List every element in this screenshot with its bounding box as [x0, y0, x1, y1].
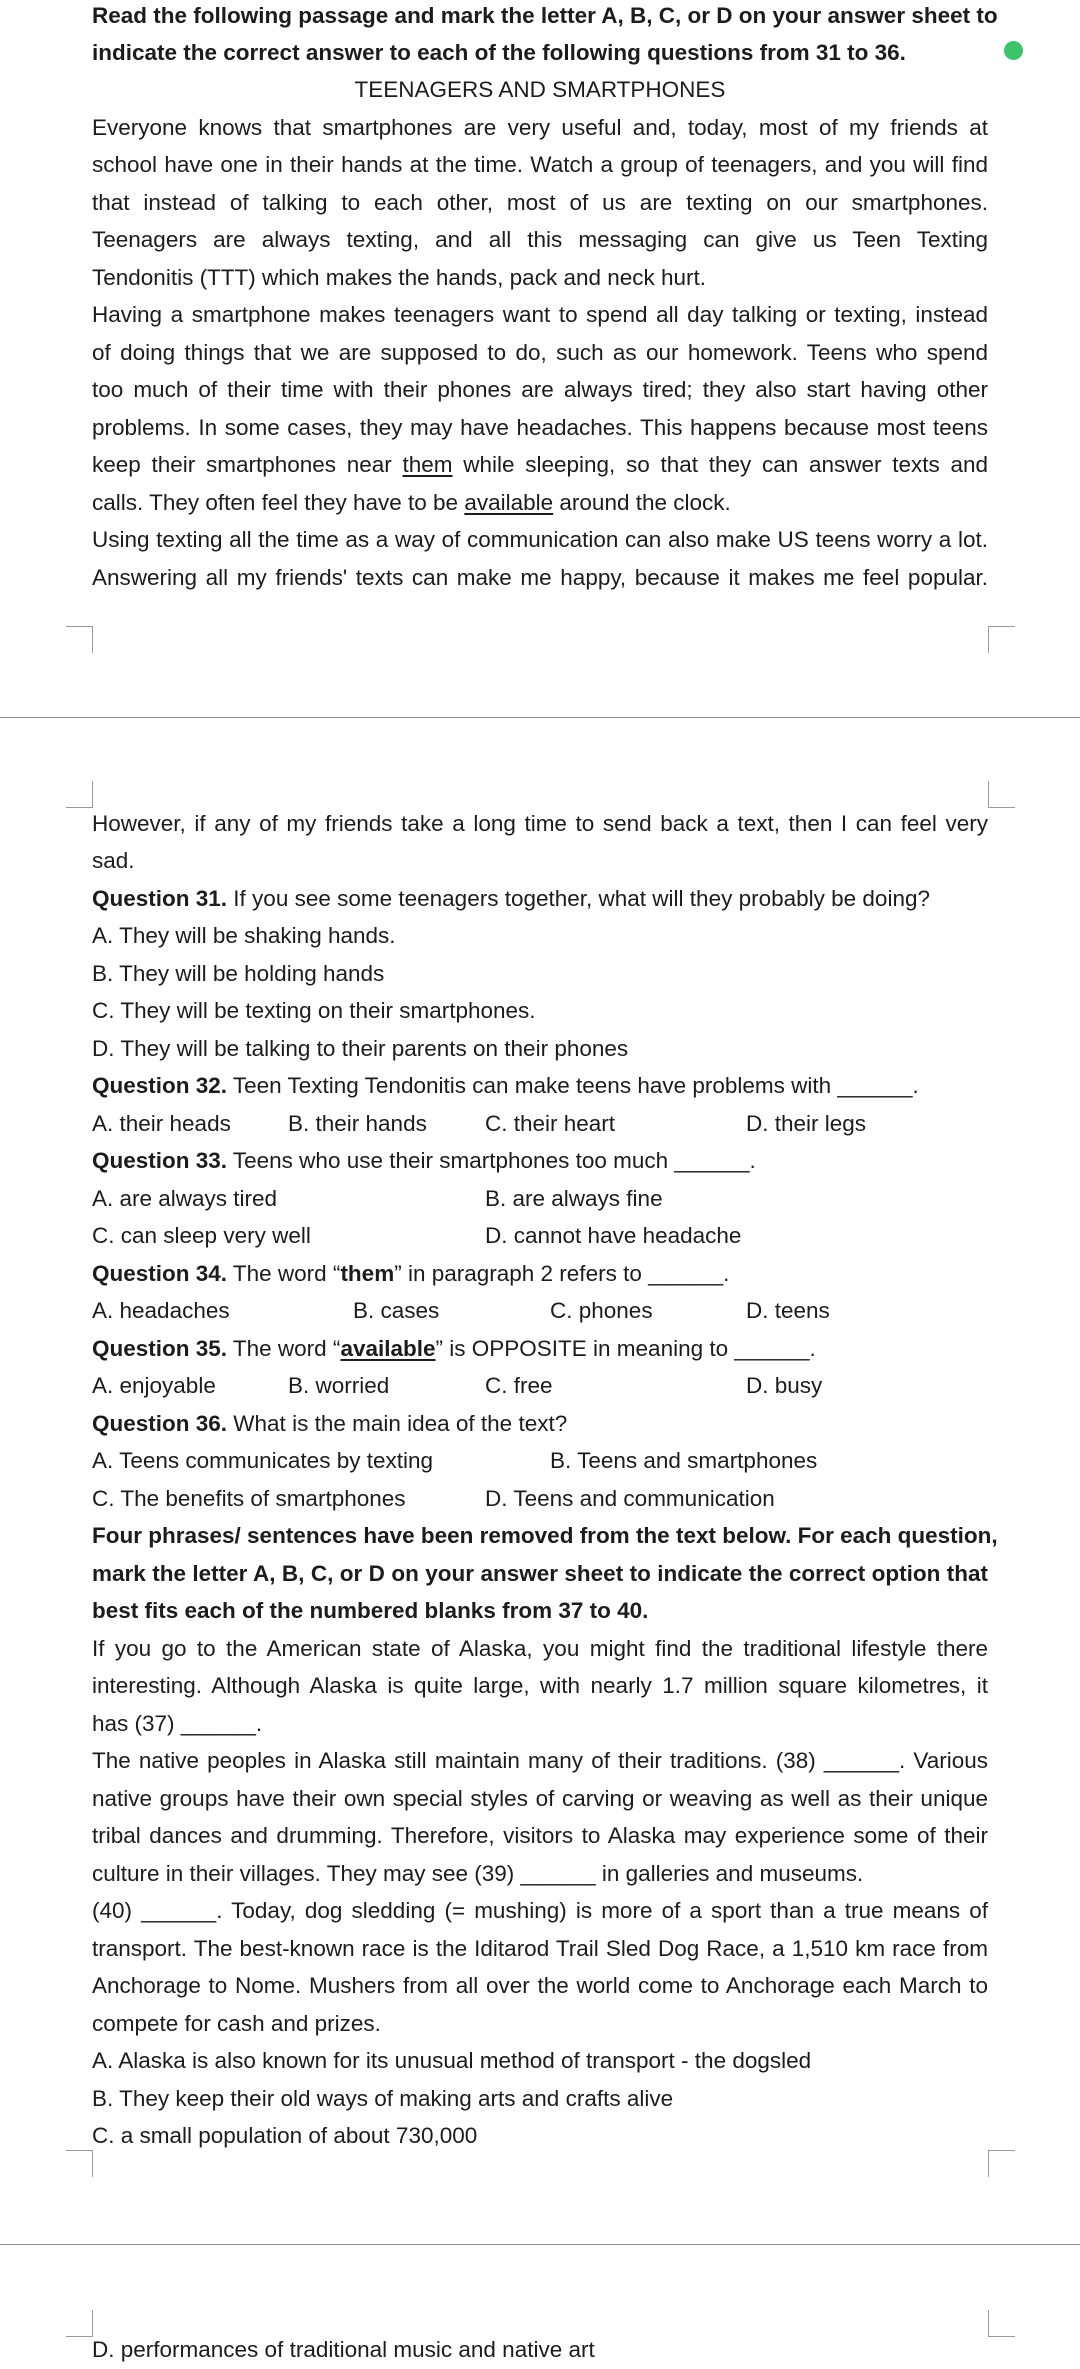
option-b: B. are always fine — [485, 1186, 663, 1211]
question-text: The word “ — [227, 1336, 341, 1361]
para2-line: problems. In some cases, they may have headaches. This happens because most teens — [92, 415, 988, 440]
answer-option-a: A. Alaska is also known for its unusual method of transport - the dogsled — [92, 2048, 812, 2073]
question-text: Teen Texting Tendonitis can make teens have problems with ______. — [227, 1073, 919, 1098]
question-label: Question 35. — [92, 1336, 228, 1361]
para1-line: Tendonitis (TTT) which makes the hands, pack and neck hurt. — [92, 265, 707, 290]
alaska-para1-line: interesting. Although Alaska is quite large, with nearly 1.7 million square kilometres, it — [92, 1673, 988, 1698]
question-text: ” in paragraph 2 refers to ______. — [394, 1261, 730, 1286]
instruction-line-1: Read the following passage and mark the letter A, B, C, or D on your answer sheet to — [92, 3, 998, 28]
page-separator — [0, 717, 1080, 718]
answer-option-d: D. performances of traditional music and native art — [92, 2337, 595, 2362]
instruction2-line: Four phrases/ sentences have been removed from the text below. For each question, — [92, 1523, 998, 1548]
alaska-para1-line: If you go to the American state of Alaska, you might find the traditional lifestyle there — [92, 1636, 988, 1661]
option-d: D. cannot have headache — [485, 1223, 742, 1248]
text-span: while sleeping, so that they can answer texts and — [452, 452, 988, 477]
question-33 — [92, 1142, 988, 1180]
crop-mark — [66, 626, 93, 653]
para2-line: Having a smartphone makes teenagers want to spend all day talking or texting, instead — [92, 302, 988, 327]
option-c: C. The benefits of smartphones — [92, 1486, 406, 1511]
question-text: If you see some teenagers together, what will they probably be doing? — [227, 886, 930, 911]
question-label: Question 31. — [92, 886, 228, 911]
question-label: Question 33. — [92, 1148, 228, 1173]
para1-line: school have one in their hands at the time. Watch a group of teenagers, and you will find — [92, 152, 988, 177]
option-a: A. They will be shaking hands. — [92, 923, 396, 948]
crop-mark — [66, 781, 93, 808]
alaska-para3-line: transport. The best-known race is the Iditarod Trail Sled Dog Race, a 1,510 km race from — [92, 1936, 988, 1961]
quoted-word-available: available — [340, 1336, 436, 1361]
alaska-para1-line: has (37) ______. — [92, 1711, 263, 1736]
option-b: B. their hands — [288, 1111, 427, 1136]
crop-mark — [66, 2150, 93, 2177]
alaska-para2-line: native groups have their own special styles of carving or weaving as well as their unique — [92, 1786, 988, 1811]
page-separator — [0, 2244, 1080, 2245]
option-a: A. enjoyable — [92, 1373, 216, 1398]
instruction2-line: mark the letter A, B, C, or D on your answer sheet to indicate the correct option that — [92, 1561, 988, 1586]
question-label: Question 36. — [92, 1411, 228, 1436]
option-d: D. Teens and communication — [485, 1486, 775, 1511]
crop-mark — [988, 2310, 1015, 2337]
para2-line — [92, 446, 988, 484]
option-a: A. Teens communicates by texting — [92, 1448, 434, 1473]
option-c: C. their heart — [485, 1111, 616, 1136]
crop-mark — [66, 2310, 93, 2337]
status-dot — [1004, 41, 1023, 60]
instruction2-line: best fits each of the numbered blanks from 37 to 40. — [92, 1598, 649, 1623]
question-text: Teens who use their smartphones too much ______. — [227, 1148, 756, 1173]
text-span: keep their smartphones near — [92, 452, 403, 477]
question-text: ” is OPPOSITE in meaning to ______. — [435, 1336, 816, 1361]
underlined-word-available: available — [464, 490, 554, 515]
para3-line: Answering all my friends' texts can make me happy, because it makes me feel popular. — [92, 565, 988, 590]
question-36 — [92, 1405, 988, 1443]
passage-title: TEENAGERS AND SMARTPHONES — [354, 77, 726, 102]
para1-line: Teenagers are always texting, and all this messaging can give us Teen Texting — [92, 227, 988, 252]
option-a: A. their heads — [92, 1111, 231, 1136]
passage-continuation-line: sad. — [92, 848, 135, 873]
question-text: What is the main idea of the text? — [227, 1411, 568, 1436]
crop-mark — [988, 2150, 1015, 2177]
option-b: B. worried — [288, 1373, 390, 1398]
answer-option-c: C. a small population of about 730,000 — [92, 2123, 478, 2148]
option-b: B. cases — [353, 1298, 440, 1323]
question-31 — [92, 880, 988, 918]
alaska-para2-line: tribal dances and drumming. Therefore, visitors to Alaska may experience some of their — [92, 1823, 988, 1848]
question-label: Question 34. — [92, 1261, 228, 1286]
underlined-word-them: them — [402, 452, 453, 477]
quoted-word-them: them — [340, 1261, 395, 1286]
para2-line: of doing things that we are supposed to do, such as our homework. Teens who spend — [92, 340, 988, 365]
question-label: Question 32. — [92, 1073, 228, 1098]
option-c: C. phones — [550, 1298, 653, 1323]
option-a: A. are always tired — [92, 1186, 278, 1211]
alaska-para3-line: (40) ______. Today, dog sledding (= mushing) is more of a sport than a true means of — [92, 1898, 988, 1923]
option-c: C. can sleep very well — [92, 1223, 311, 1248]
question-32 — [92, 1067, 988, 1105]
question-text: The word “ — [227, 1261, 341, 1286]
option-d: D. their legs — [746, 1111, 867, 1136]
question-34 — [92, 1255, 988, 1293]
instruction-line-2: indicate the correct answer to each of the following questions from 31 to 36. — [92, 40, 906, 65]
alaska-para2-line: The native peoples in Alaska still maintain many of their traditions. (38) ______. Various — [92, 1748, 988, 1773]
crop-mark — [988, 781, 1015, 808]
para3-line: Using texting all the time as a way of communication can also make US teens worry a lot. — [92, 527, 988, 552]
answer-option-b: B. They keep their old ways of making arts and crafts alive — [92, 2086, 674, 2111]
option-b: B. They will be holding hands — [92, 961, 385, 986]
para2-line: too much of their time with their phones are always tired; they also start having other — [92, 377, 988, 402]
para1-line: Everyone knows that smartphones are very useful and, today, most of my friends at — [92, 115, 988, 140]
alaska-para3-line: Anchorage to Nome. Mushers from all over the world come to Anchorage each March to — [92, 1973, 988, 1998]
option-d: D. teens — [746, 1298, 830, 1323]
passage-continuation-line: However, if any of my friends take a long time to send back a text, then I can feel very — [92, 811, 988, 836]
option-b: B. Teens and smartphones — [550, 1448, 818, 1473]
option-d: D. busy — [746, 1373, 823, 1398]
option-a: A. headaches — [92, 1298, 230, 1323]
para2-line — [92, 484, 988, 522]
text-span: calls. They often feel they have to be — [92, 490, 465, 515]
option-c: C. They will be texting on their smartphones. — [92, 998, 536, 1023]
option-c: C. free — [485, 1373, 553, 1398]
para1-line: that instead of talking to each other, most of us are texting on our smartphones. — [92, 190, 988, 215]
option-d: D. They will be talking to their parents on their phones — [92, 1036, 629, 1061]
crop-mark — [988, 626, 1015, 653]
alaska-para3-line: compete for cash and prizes. — [92, 2011, 381, 2036]
question-35 — [92, 1330, 988, 1368]
alaska-para2-line: culture in their villages. They may see (39) ______ in galleries and museums. — [92, 1861, 864, 1886]
text-span: around the clock. — [553, 490, 731, 515]
